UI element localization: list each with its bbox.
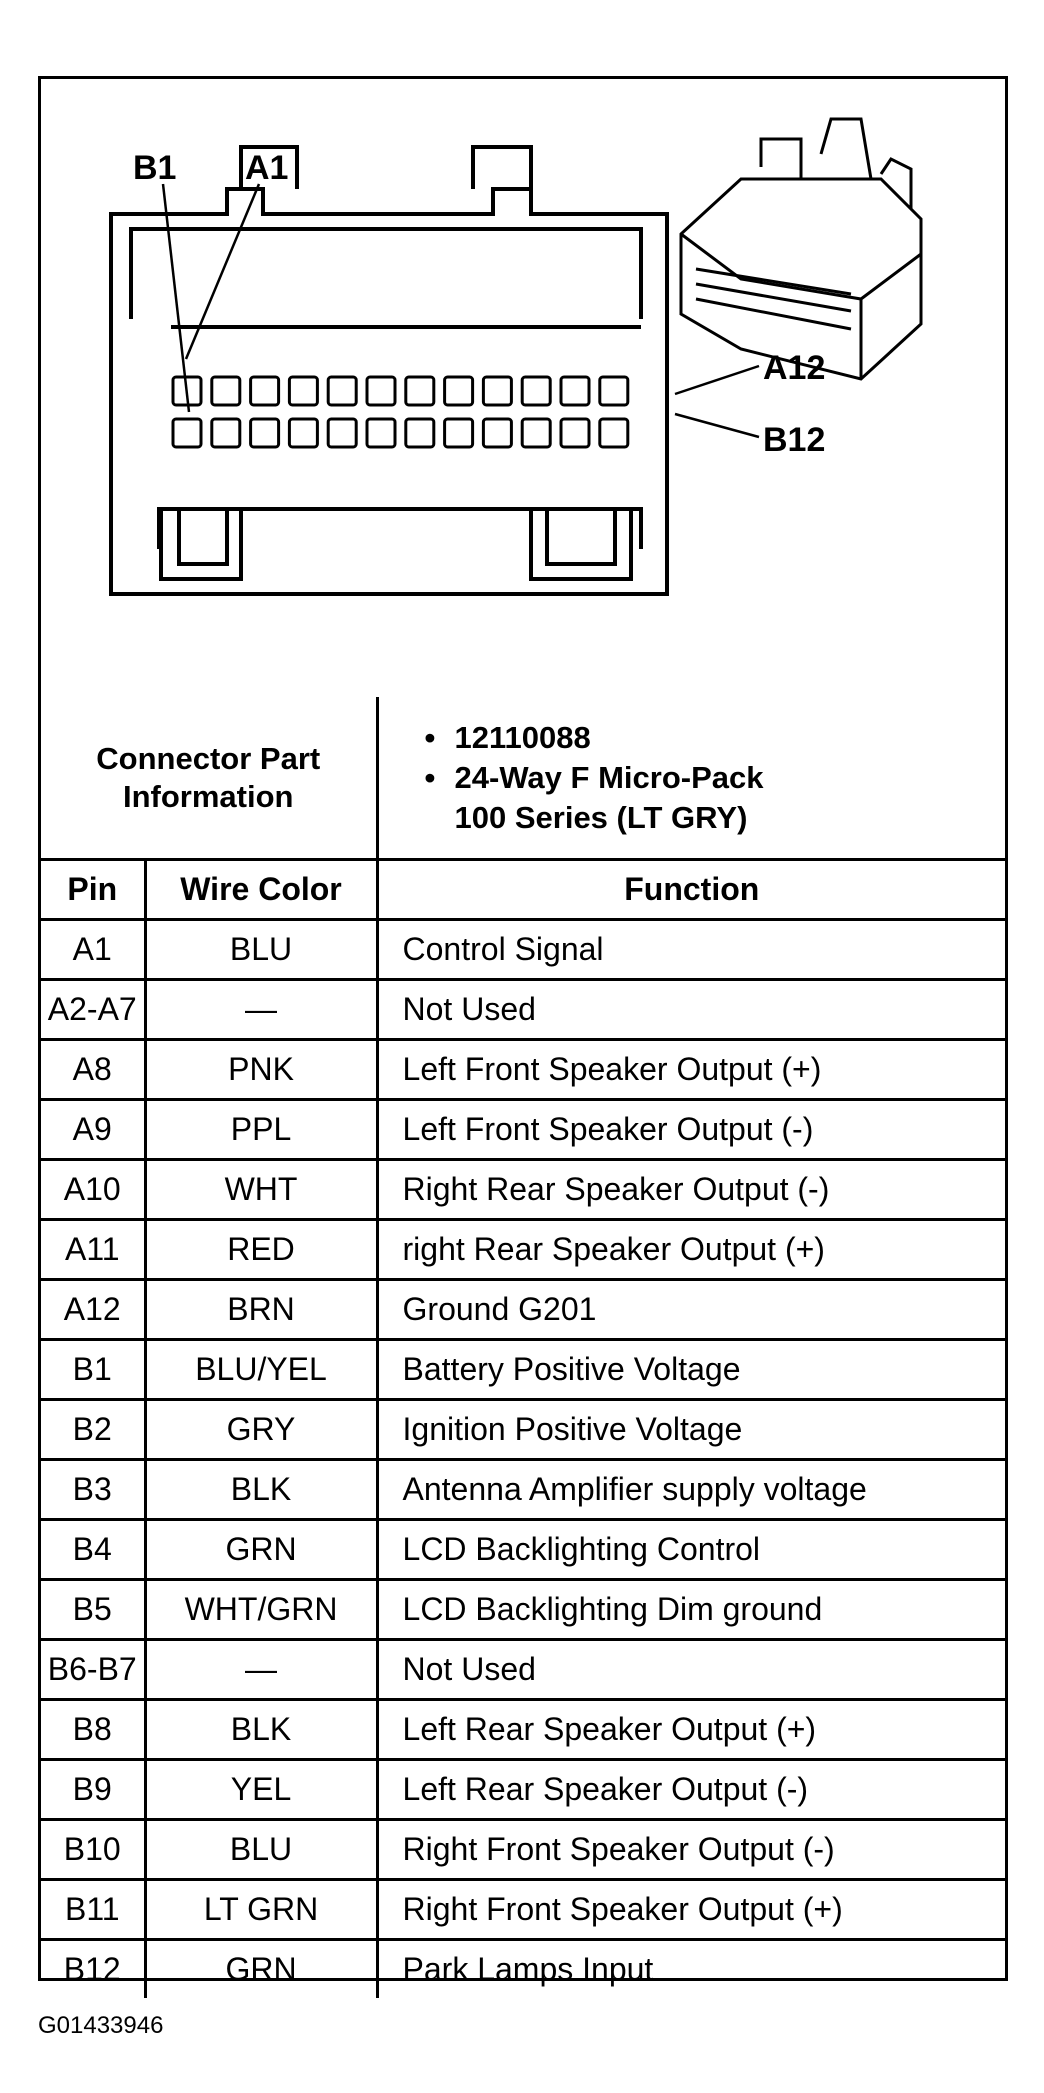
function-cell: Not Used [377, 980, 1005, 1040]
pin-cell: B6-B7 [41, 1640, 145, 1700]
pinout-table [41, 697, 1005, 1998]
table-row [41, 1280, 1005, 1340]
function-cell: Right Rear Speaker Output (-) [377, 1160, 1005, 1220]
cavity-b11 [561, 419, 589, 447]
function-cell: Not Used [377, 1640, 1005, 1700]
connector-body-outline [111, 189, 667, 594]
wire-color-cell: BLU [145, 920, 377, 980]
cavity-a8 [445, 377, 473, 405]
header-wire-color: Wire Color [145, 860, 377, 920]
label-b1: B1 [133, 149, 177, 187]
cavity-b1 [173, 419, 201, 447]
table-row [41, 1760, 1005, 1820]
function-cell: Left Rear Speaker Output (-) [377, 1760, 1005, 1820]
cavity-b9 [483, 419, 511, 447]
function-cell: Park Lamps Input [377, 1940, 1005, 1999]
function-cell: Ground G201 [377, 1280, 1005, 1340]
pin-cell: B12 [41, 1940, 145, 1999]
leader-line-a12 [675, 366, 759, 394]
function-cell: LCD Backlighting Control [377, 1520, 1005, 1580]
cavity-a12 [600, 377, 628, 405]
cavity-b2 [212, 419, 240, 447]
wire-color-cell: GRN [145, 1940, 377, 1999]
pin-cell: B11 [41, 1880, 145, 1940]
connector-info-row [41, 697, 1005, 860]
table-row [41, 1880, 1005, 1940]
wire-color-cell: — [145, 1640, 377, 1700]
pin-cell: B3 [41, 1460, 145, 1520]
connector-info-label-line1: Connector Part [96, 740, 321, 776]
pin-cell: A1 [41, 920, 145, 980]
wire-color-cell: PNK [145, 1040, 377, 1100]
table-row [41, 1040, 1005, 1100]
function-cell: Battery Positive Voltage [377, 1340, 1005, 1400]
table-row [41, 1400, 1005, 1460]
bullet-icon: • [424, 759, 436, 795]
table-row [41, 1340, 1005, 1400]
function-cell: Right Front Speaker Output (-) [377, 1820, 1005, 1880]
pin-cavities [173, 377, 628, 447]
figure-code: G01433946 [38, 2012, 164, 2039]
wire-color-cell: GRN [145, 1520, 377, 1580]
pin-cell: B1 [41, 1340, 145, 1400]
wire-color-cell: BLU [145, 1820, 377, 1880]
pin-cell: A10 [41, 1160, 145, 1220]
wire-color-cell: BLU/YEL [145, 1340, 377, 1400]
cavity-b8 [445, 419, 473, 447]
wire-color-cell: PPL [145, 1100, 377, 1160]
cavity-b10 [522, 419, 550, 447]
wire-color-cell: GRY [145, 1400, 377, 1460]
connector-iso-view [681, 119, 921, 379]
function-cell: right Rear Speaker Output (+) [377, 1220, 1005, 1280]
connector-face-drawing [41, 79, 1005, 697]
table-row [41, 1820, 1005, 1880]
pin-cell: B5 [41, 1580, 145, 1640]
table-row [41, 1520, 1005, 1580]
connector-description [425, 758, 1006, 798]
wire-color-cell: BLK [145, 1700, 377, 1760]
pin-cell: A12 [41, 1280, 145, 1340]
table-row [41, 1640, 1005, 1700]
table-row [41, 1160, 1005, 1220]
label-b12: B12 [763, 421, 826, 459]
top-latch-right [473, 147, 531, 189]
cavity-b12 [600, 419, 628, 447]
header-function: Function [377, 860, 1005, 920]
function-cell: Right Front Speaker Output (+) [377, 1880, 1005, 1940]
pin-cell: A9 [41, 1100, 145, 1160]
function-cell: Left Rear Speaker Output (+) [377, 1700, 1005, 1760]
cavity-a11 [561, 377, 589, 405]
wire-color-cell: BLK [145, 1460, 377, 1520]
wire-color-cell: BRN [145, 1280, 377, 1340]
cavity-a10 [522, 377, 550, 405]
cavity-b6 [367, 419, 395, 447]
pin-cell: A11 [41, 1220, 145, 1280]
table-row [41, 1580, 1005, 1640]
bullet-icon: • [424, 719, 436, 755]
function-cell: LCD Backlighting Dim ground [377, 1580, 1005, 1640]
table-row [41, 1100, 1005, 1160]
header-pin: Pin [41, 860, 145, 920]
pin-cell: A2-A7 [41, 980, 145, 1040]
label-a12: A12 [763, 349, 826, 387]
cavity-a3 [251, 377, 279, 405]
connector-info-items [377, 697, 1005, 860]
bottom-foot-left-inner [179, 509, 227, 564]
cavity-a2 [212, 377, 240, 405]
pin-cell: B9 [41, 1760, 145, 1820]
table-row [41, 1940, 1005, 1999]
connector-part-number [425, 718, 1006, 758]
wire-color-cell: — [145, 980, 377, 1040]
wire-color-cell: LT GRN [145, 1880, 377, 1940]
cavity-a4 [289, 377, 317, 405]
cavity-b4 [289, 419, 317, 447]
connector-info-label [41, 697, 377, 860]
wire-color-cell: YEL [145, 1760, 377, 1820]
table-row [41, 980, 1005, 1040]
table-row [41, 1220, 1005, 1280]
cavity-b7 [406, 419, 434, 447]
pin-cell: B4 [41, 1520, 145, 1580]
table-row [41, 1460, 1005, 1520]
part-number-text: 12110088 [454, 719, 591, 755]
table-header-row [41, 860, 1005, 920]
description-continuation: 100 Series (LT GRY) [454, 799, 748, 835]
function-cell: Antenna Amplifier supply voltage [377, 1460, 1005, 1520]
function-cell: Left Front Speaker Output (-) [377, 1100, 1005, 1160]
wire-color-cell: WHT [145, 1160, 377, 1220]
bottom-foot-right-inner [547, 509, 615, 564]
connector-info-label-line2: Information [123, 778, 294, 814]
leader-line-a1 [186, 184, 259, 359]
cavity-a9 [483, 377, 511, 405]
function-cell: Control Signal [377, 920, 1005, 980]
function-cell: Left Front Speaker Output (+) [377, 1040, 1005, 1100]
cavity-a7 [406, 377, 434, 405]
table-row [41, 920, 1005, 980]
cavity-a5 [328, 377, 356, 405]
wire-color-cell: WHT/GRN [145, 1580, 377, 1640]
function-cell: Ignition Positive Voltage [377, 1400, 1005, 1460]
pin-cell: B8 [41, 1700, 145, 1760]
description-text: 24-Way F Micro-Pack [454, 759, 764, 795]
table-row [41, 1700, 1005, 1760]
connector-diagram [41, 79, 1005, 697]
cavity-a6 [367, 377, 395, 405]
cavity-b5 [328, 419, 356, 447]
inner-frame-bottom [159, 509, 641, 549]
pin-cell: B10 [41, 1820, 145, 1880]
label-a1: A1 [245, 149, 289, 187]
leader-line-b12 [675, 414, 759, 437]
connector-sheet [38, 76, 1008, 1987]
cavity-b3 [251, 419, 279, 447]
pin-cell: A8 [41, 1040, 145, 1100]
pin-cell: B2 [41, 1400, 145, 1460]
wire-color-cell: RED [145, 1220, 377, 1280]
